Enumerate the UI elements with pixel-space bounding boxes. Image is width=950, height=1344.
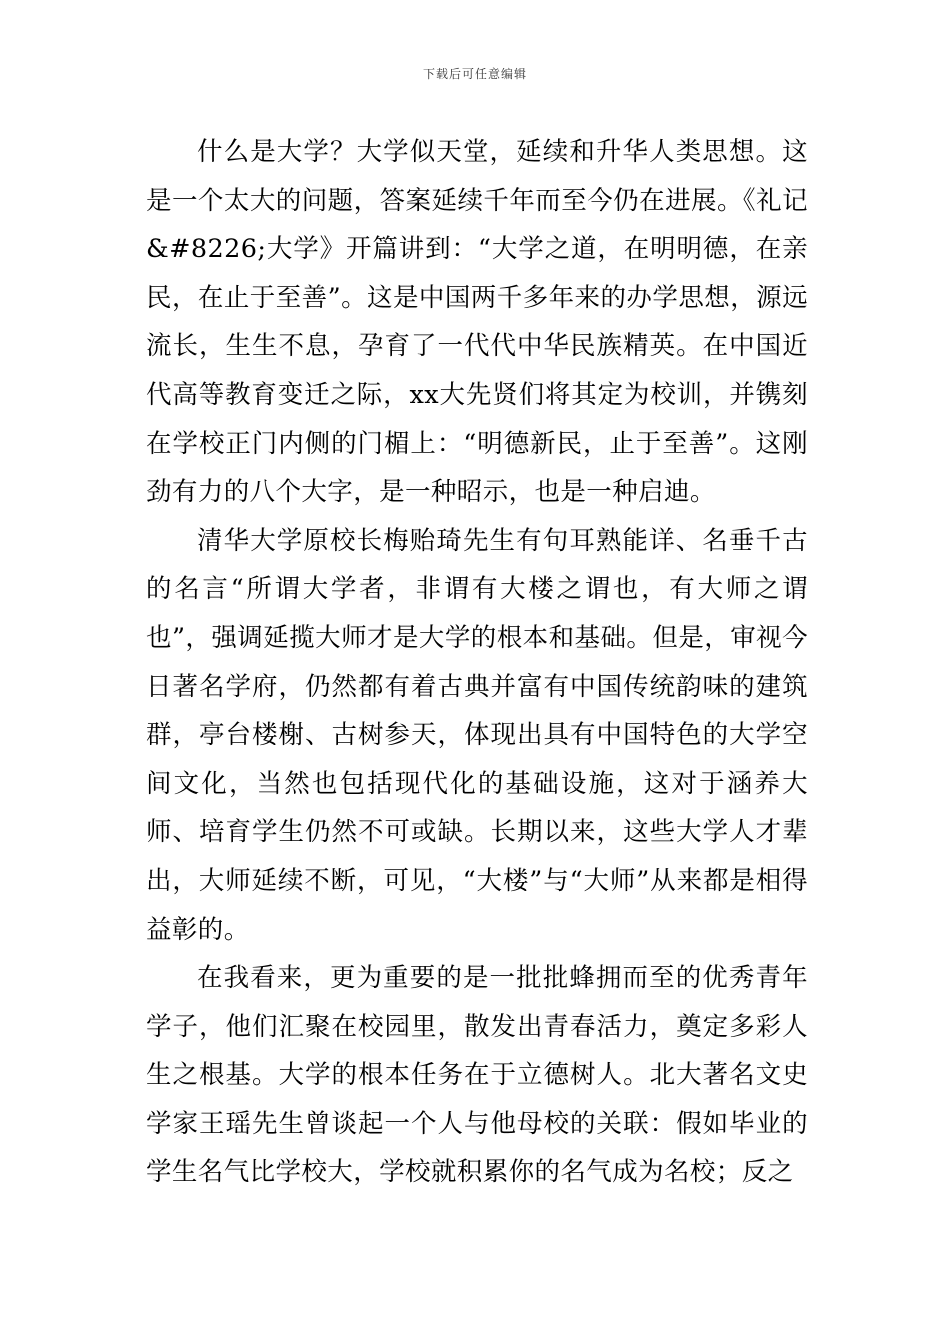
paragraph-3: 在我看来，更为重要的是一批批蜂拥而至的优秀青年学子，他们汇聚在校园里，散发出青春活力，奠定多彩人生之根基。大学的根本任务在于立德树人。北大著名文史学家王瑶先生曾谈起一个人与他母校的关联：假如毕业的学生名气比学校大，学校就积累你的名气成为名校；反之	[146, 963, 808, 1188]
paragraph-2: 清华大学原校长梅贻琦先生有句耳熟能详、名垂千古的名言“所谓大学者，非谓有大楼之谓也，有大师之谓也”，强调延揽大师才是大学的根本和基础。但是，审视今日著名学府，仍然都有着古典并富有中国传统韵味的建筑群，亭台楼榭、古树参天，体现出具有中国特色的大学空间文化，当然也包括现代化的基础设施，这对于涵养大师、培育学生仍然不可或缺。长期以来，这些大学人才辈出，大师延续不断，可见，“大楼”与“大师”从来都是相得益彰的。	[146, 525, 808, 945]
paragraph-1: 什么是大学？大学似天堂，延续和升华人类思想。这是一个太大的问题，答案延续千年而至今仍在进展。《礼记&#8226;大学》开篇讲到：“大学之道，在明明德，在亲民，在止于至善”。这是中国两千多年来的办学思想，源远流长，生生不息，孕育了一代代中华民族精英。在中国近代高等教育变迁之际，xx大先贤们将其定为校训，并镌刻在学校正门内侧的门楣上：“明德新民，止于至善”。这刚劲有力的八个大字，是一种昭示，也是一种启迪。	[146, 137, 808, 508]
body-text	[146, 128, 808, 1197]
page-header: 下载后可任意编辑	[422, 67, 527, 81]
